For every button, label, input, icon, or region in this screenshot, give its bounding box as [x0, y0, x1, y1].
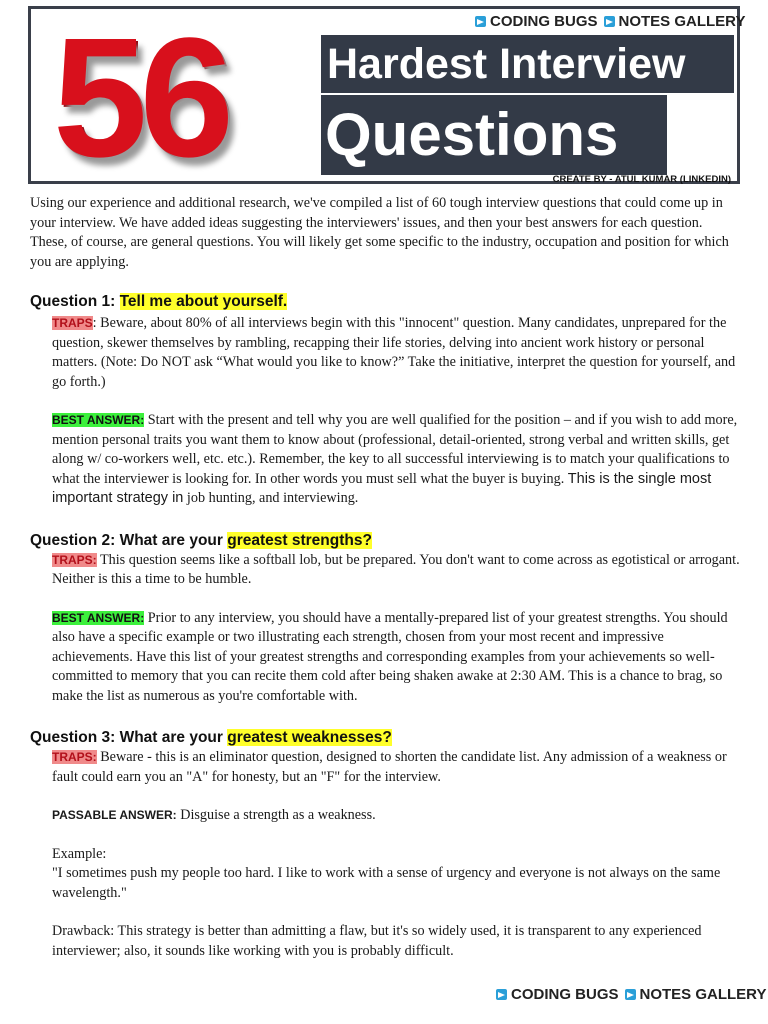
example-text: "I sometimes push my people too hard. I like to work with a sense of urgency and everyone is not always on the same wavelength." — [52, 865, 721, 901]
footer-brand-links — [496, 986, 766, 1003]
traps-text: This question seems like a softball lob, but be prepared. You don't want to come across as egotistical or arrogant. Neither is this a time to be humble. — [52, 551, 740, 587]
notes-gallery-link[interactable]: NOTES GALLERY — [618, 13, 746, 30]
coding-bugs-link[interactable]: CODING BUGS — [490, 13, 598, 30]
title-line-2: Questions — [321, 95, 667, 175]
passable-answer-label: PASSABLE ANSWER: — [52, 808, 177, 822]
document-body — [30, 194, 742, 961]
question-2-traps — [52, 551, 742, 590]
traps-label: TRAPS — [52, 316, 93, 330]
question-3-highlight: greatest weaknesses? — [227, 729, 392, 746]
traps-text: : Beware, about 80% of all interviews begin with this "innocent" question. Many candidates, unprepared for the question, skewer themselves by rambling, recapping their life stories, delving into ancient work history or personal matters. (Note: Do NOT ask “What would you like to know?” Take the initiative, interpret the question for yourself, and go forth.) — [52, 315, 736, 390]
question-3-traps — [52, 748, 742, 787]
traps-label: TRAPS: — [52, 552, 97, 567]
best-answer-text: Start with the present and tell why you are well qualified for the position – and if you wish to add more, mention personal traits you want them to know about (professional, detail-oriented, strong verbal and written skills, get along w/ co-workers well, etc. etc.). Remember, the key to all successful interviewing is to match your qualifications to what the interviewer is looking for. In other words you must sell what the buyer is buying. — [52, 412, 738, 487]
telegram-icon — [475, 16, 486, 27]
question-2-heading — [30, 531, 742, 551]
traps-text: Beware - this is an eliminator question, designed to shorten the candidate list. Any admission of a weakness or fault could earn you an "A" for honesty, but an "F" for the interview. — [52, 749, 727, 785]
question-2-prefix: Question 2: What are your — [30, 531, 228, 549]
drawback-text: Drawback: This strategy is better than admitting a flaw, but it's so widely used, it is transparent to any experienced interviewer; also, it sounds like working with you is probably difficult. — [52, 923, 702, 959]
telegram-icon — [625, 989, 636, 1000]
big-number-56: 56 — [53, 3, 227, 193]
best-answer-emphasis: This is the single most important strategy in — [52, 470, 712, 506]
author-credit: CREATE BY - ATUL KUMAR (LINKEDIN) — [552, 174, 731, 185]
best-answer-label: BEST ANSWER: — [52, 413, 145, 427]
question-1-prefix: Question 1: — [30, 293, 120, 310]
question-3-passable-answer — [52, 806, 742, 826]
notes-gallery-link[interactable]: NOTES GALLERY — [639, 986, 767, 1003]
coding-bugs-link[interactable]: CODING BUGS — [511, 986, 619, 1003]
question-1-highlight: Tell me about yourself. — [119, 293, 288, 310]
question-3-prefix: Question 3: What are your — [30, 729, 228, 746]
best-answer-text: Prior to any interview, you should have a mentally-prepared list of your greatest strengths. You should also have a specific example or two illustrating each strength, chosen from your most recent and impressive achievements. Have this list of your greatest strengths and corresponding examples from your achievements so well-committed to memory that you can recite them cold after being shaken awake at 2:30 AM. This is a chance to brag, so make the list as numerous as you're comfortable with. — [52, 609, 728, 704]
passable-answer-text: Disguise a strength as a weakness. — [176, 807, 376, 823]
question-2-best-answer — [52, 609, 742, 707]
title-line-1: Hardest Interview — [321, 35, 734, 93]
best-answer-label: BEST ANSWER: — [52, 610, 145, 625]
question-1-traps — [52, 314, 742, 392]
header-brand-links — [475, 13, 745, 30]
telegram-icon — [496, 989, 507, 1000]
example-label: Example: — [52, 845, 107, 862]
question-3-heading — [30, 728, 742, 748]
intro-paragraph: Using our experience and additional research, we've compiled a list of 60 tough interview questions that could come up in your interview. We have added ideas suggesting the interviewers' issues, and then your best answers for each question. These, of course, are general questions. You will likely get some specific to the industry, occupation and position for which you are applying. — [30, 195, 729, 270]
question-1-best-answer — [52, 411, 742, 509]
traps-label: TRAPS: — [52, 750, 97, 764]
best-answer-tail: job hunting, and interviewing. — [183, 490, 359, 506]
header-banner — [28, 3, 746, 193]
question-2-highlight: greatest strengths? — [227, 531, 372, 549]
question-1-heading — [30, 292, 742, 312]
telegram-icon — [604, 16, 615, 27]
